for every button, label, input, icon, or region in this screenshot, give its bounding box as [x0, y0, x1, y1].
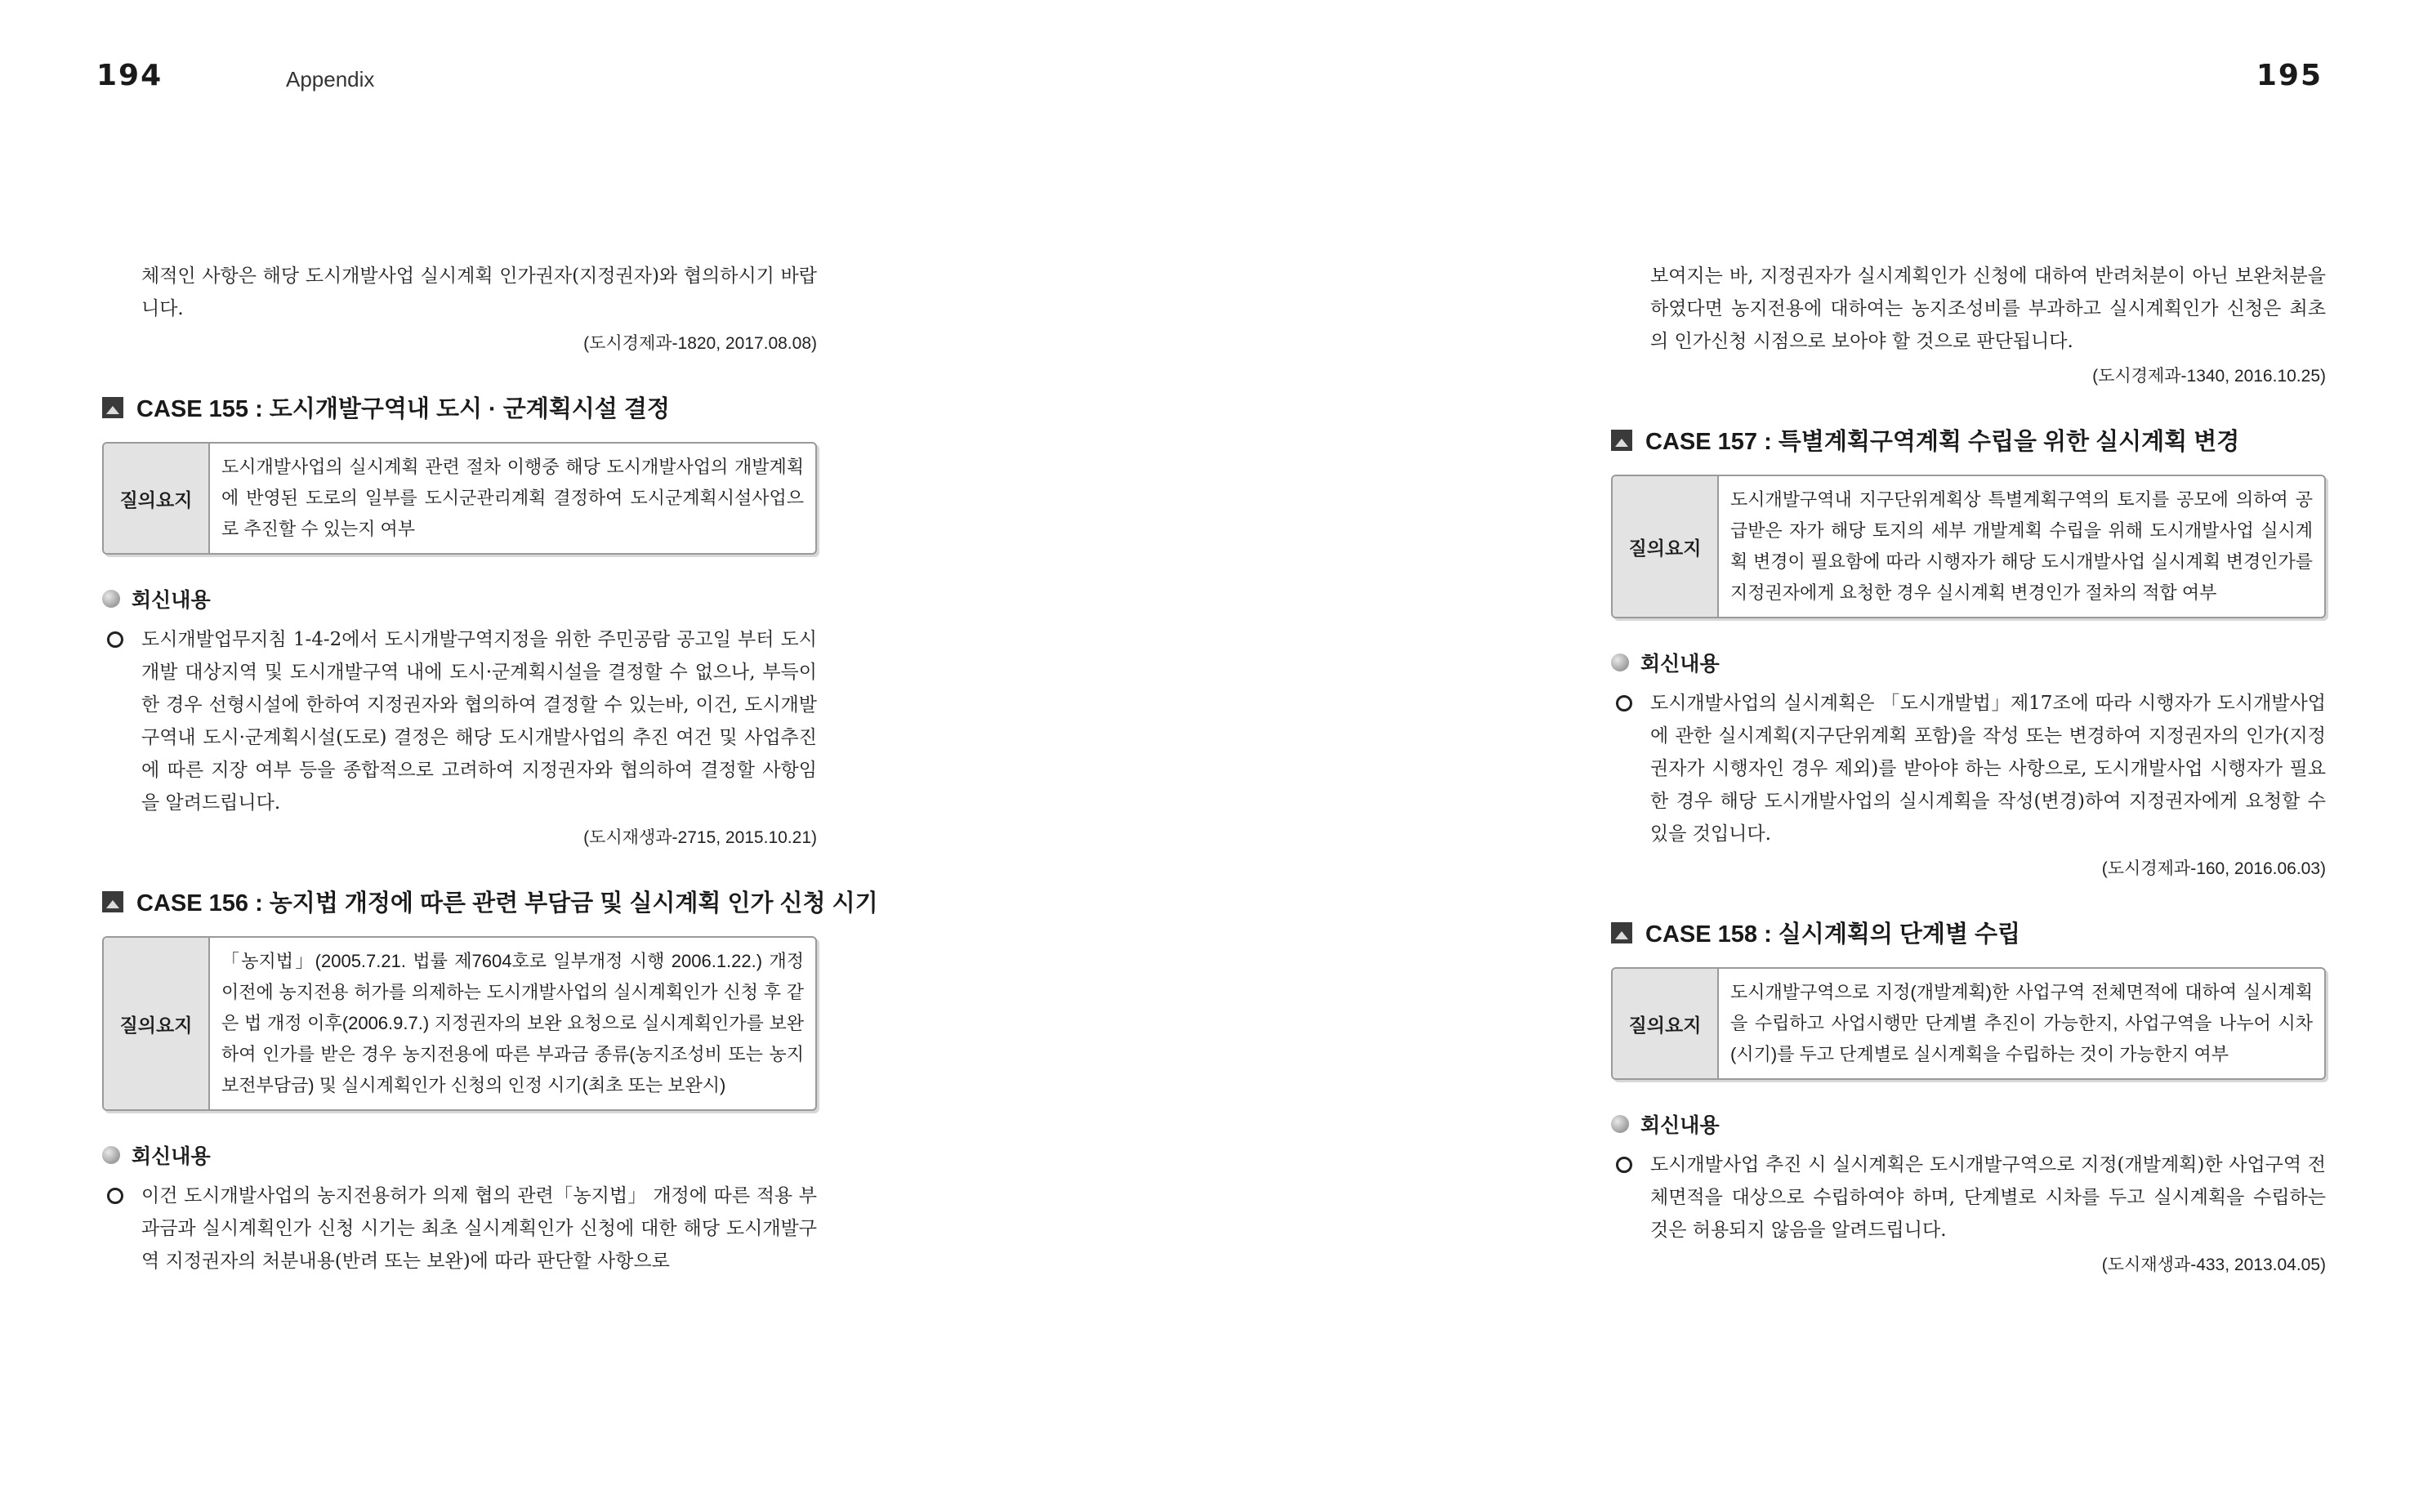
reply-dot-icon — [1611, 1115, 1629, 1133]
case-marker-icon — [102, 891, 123, 912]
continued-paragraph: 보여지는 바, 지정권자가 실시계획인가 신청에 대하여 반려처분이 아닌 보완처분을 하였다면 농지전용에 대하여는 농지조성비를 부과하고 실시계획인가 신청은 최초의 인가신청 시점으로 보아야 할 것으로 판단됩니다. — [1650, 265, 2326, 352]
reply-dot-icon — [1611, 653, 1629, 671]
case-158-query-text: 도시개발구역으로 지정(개발계획)한 사업구역 전체면적에 대하여 실시계획을 수립하고 사업시행만 단계별 추진이 가능한지, 사업구역을 나누어 시차(시기)를 두고 단계별로 실시계획을 수립하는 것이 가능한지 여부 — [1730, 982, 2313, 1064]
case-155-reply-text: 도시개발업무지침 1-4-2에서 도시개발구역지정을 위한 주민공람 공고일 부터 도시개발 대상지역 및 도시개발구역 내에 도시·군계획시설을 결정할 수 없으나, 부득이한 경우 선형시설에 한하여 지정권자와 협의하여 결정할 수 있는바, 이건, 도시개발구역내 도시·군계획시설(도로) 결정은 해당 도시개발사업의 추진 여건 및 사업추진에 따른 지장 여부 등을 종합적으로 고려하여 지정권자와 협의하여 결정할 사항임을 알려드립니다. — [141, 629, 817, 814]
case-155-reply — [102, 623, 817, 819]
reply-heading-label: 회신내용 — [1640, 1114, 1720, 1137]
query-label: 질의요지 — [1613, 476, 1719, 617]
query-label: 질의요지 — [104, 444, 210, 553]
case-155-query-box — [102, 442, 817, 555]
case-marker-icon — [1611, 922, 1632, 943]
circle-bullet-icon — [1616, 695, 1632, 711]
left-page — [0, 0, 1209, 1512]
case-marker-icon — [102, 397, 123, 418]
right-page — [1209, 0, 2419, 1512]
reply-dot-icon — [102, 1146, 120, 1164]
left-column — [102, 260, 878, 1278]
case-156-reply-heading — [102, 1140, 817, 1170]
page-number-right: 195 — [2256, 59, 2323, 92]
reply-heading-label: 회신내용 — [132, 589, 211, 612]
case-156-reply — [102, 1180, 817, 1278]
case-156-query-box — [102, 936, 817, 1111]
case-155-reply-heading — [102, 584, 817, 613]
running-header: Appendix — [286, 67, 375, 91]
circle-bullet-icon — [1616, 1157, 1632, 1173]
case-156-reply-text: 이건 도시개발사업의 농지전용허가 의제 협의 관련「농지법」 개정에 따른 적용 부과금과 실시계획인가 신청 시기는 최초 실시계획인가 신청에 대한 해당 도시개발구역 지정권자의 처분내용(반려 또는 보완)에 따라 판단할 사항으로 — [141, 1185, 817, 1272]
query-label: 질의요지 — [1613, 969, 1719, 1078]
case-155-heading — [102, 390, 817, 424]
case-157-query-box — [1611, 475, 2326, 618]
case-155-title: CASE 155 : 도시개발구역내 도시 · 군계획시설 결정 — [136, 396, 670, 422]
case-156-title: CASE 156 : 농지법 개정에 따른 관련 부담금 및 실시계획 인가 신청 시기 — [136, 890, 878, 917]
case-157-reply-text: 도시개발사업의 실시계획은 「도시개발법」제17조에 따라 시행자가 도시개발사업에 관한 실시계획(지구단위계획 포함)을 작성 또는 변경하여 지정권자의 인가(지정권자가 시행자인 경우 제외)를 받아야 하는 사항으로, 도시개발사업 시행자가 필요한 경우 해당 도시개발사업의 실시계획을 작성(변경)하여 지정권자에게 요청할 수 있을 것입니다. — [1650, 693, 2326, 845]
case-157-reply — [1611, 687, 2326, 850]
query-label: 질의요지 — [104, 938, 210, 1109]
case-155-source: (도시재생과-2715, 2015.10.21) — [583, 828, 817, 847]
case-155-query-text: 도시개발사업의 실시계획 관련 절차 이행중 해당 도시개발사업의 개발계획에 반영된 도로의 일부를 도시군관리계획 결정하여 도시군계획시설사업으로 추진할 수 있는지 여부 — [221, 457, 804, 539]
intro-paragraph: 체적인 사항은 해당 도시개발사업 실시계획 인가권자(지정권자)와 협의하시기 바랍니다. — [141, 265, 817, 319]
case-156-query-text: 「농지법」(2005.7.21. 법률 제7604호로 일부개정 시행 2006.1.22.) 개정 이전에 농지전용 허가를 의제하는 도시개발사업의 실시계획인가 신청 후 같은 법 개정 이후(2006.9.7.) 지정권자의 보완 요청으로 실시계획인가를 보완하여 인가를 받은 경우 농지전용에 따른 부과금 종류(농지조성비 또는 농지보전부담금) 및 실시계획인가 신청의 인정 시기(최초 또는 보완시) — [221, 951, 804, 1095]
case-158-heading — [1611, 916, 2326, 949]
case-157-title: CASE 157 : 특별계획구역계획 수립을 위한 실시계획 변경 — [1645, 429, 2240, 455]
case-157-source: (도시경제과-160, 2016.06.03) — [2101, 859, 2326, 878]
case-156-heading — [102, 885, 878, 918]
page-number-left: 194 — [96, 59, 163, 92]
case-158-reply-heading — [1611, 1109, 2326, 1139]
case-158-source: (도시재생과-433, 2013.04.05) — [2101, 1256, 2326, 1274]
right-column — [1611, 260, 2326, 1279]
reply-heading-label: 회신내용 — [132, 1145, 211, 1168]
reply-dot-icon — [102, 590, 120, 608]
case-158-reply-text: 도시개발사업 추진 시 실시계획은 도시개발구역으로 지정(개발계획)한 사업구역 전체면적을 대상으로 수립하여야 하며, 단계별로 시차를 두고 실시계획을 수립하는 것은 허용되지 않음을 알려드립니다. — [1650, 1154, 2326, 1241]
case-157-query-text: 도시개발구역내 지구단위계획상 특별계획구역의 토지를 공모에 의하여 공급받은 자가 해당 토지의 세부 개발계획 수립을 위해 도시개발사업 실시계획 변경이 필요함에 따라 시행자가 해당 도시개발사업 실시계획 변경인가를 지정권자에게 요청한 경우 실시계획 변경인가 절차의 적합 여부 — [1730, 489, 2313, 603]
case-157-reply-heading — [1611, 648, 2326, 677]
case-157-heading — [1611, 423, 2326, 457]
case-marker-icon — [1611, 430, 1632, 451]
intro-source: (도시경제과-1820, 2017.08.08) — [583, 334, 817, 353]
reply-heading-label: 회신내용 — [1640, 653, 1720, 676]
circle-bullet-icon — [107, 631, 123, 648]
case-158-title: CASE 158 : 실시계획의 단계별 수립 — [1645, 921, 2021, 948]
case-158-reply — [1611, 1148, 2326, 1247]
case-158-query-box — [1611, 967, 2326, 1080]
continued-source: (도시경제과-1340, 2016.10.25) — [2092, 367, 2326, 386]
circle-bullet-icon — [107, 1188, 123, 1204]
